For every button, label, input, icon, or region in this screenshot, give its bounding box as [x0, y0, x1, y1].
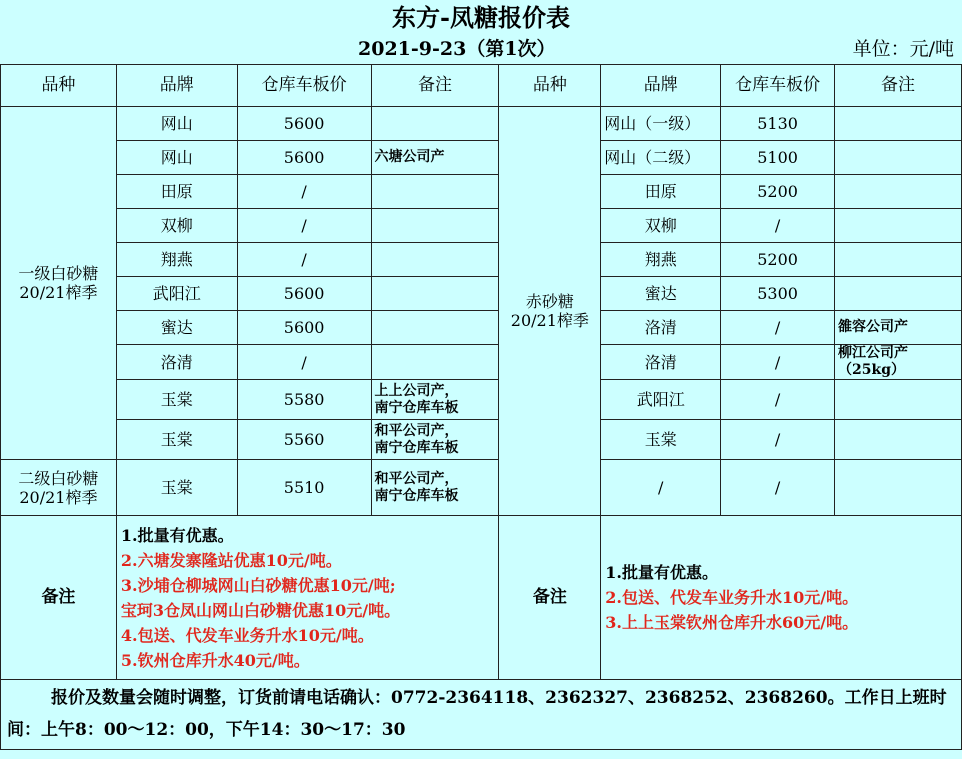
note-cell — [835, 460, 962, 516]
note-cell — [371, 345, 499, 380]
note-cell — [371, 277, 499, 311]
table-row — [1, 175, 962, 209]
variety-name: 一级白砂糖 — [18, 264, 99, 283]
price-cell: / — [721, 345, 835, 380]
note-cell — [371, 141, 499, 175]
remark-line: 2.六塘发寨隆站优惠10元/吨。 — [120, 550, 342, 570]
price-cell: 5200 — [721, 243, 835, 277]
remark-line: 1.批量有优惠。 — [120, 525, 234, 545]
brand-cell: 武阳江 — [116, 277, 237, 311]
header-variety: 品种 — [1, 65, 117, 107]
note-cell — [835, 420, 962, 460]
table-row — [1, 345, 962, 380]
quote-date: 2021-9-23（第1次） — [358, 38, 556, 60]
variety-name: 二级白砂糖 — [18, 468, 99, 488]
note-line: 柳江公司产 — [838, 345, 909, 361]
note-cell — [371, 243, 499, 277]
remark-line: 1.批量有优惠。 — [605, 563, 719, 582]
remark-line: 宝珂3仓凤山网山白砂糖优惠10元/吨。 — [120, 600, 401, 620]
note-line: 南宁仓库车板 — [374, 399, 459, 416]
brand-cell: 蜜达 — [116, 311, 237, 345]
note-cell — [371, 420, 499, 460]
price-cell: / — [237, 175, 371, 209]
brand-cell: 翔燕 — [116, 243, 237, 277]
note-cell — [371, 460, 499, 516]
note-cell — [835, 209, 962, 243]
remarks-left — [116, 516, 499, 680]
price-cell: 5600 — [237, 277, 371, 311]
price-table — [0, 64, 962, 750]
note-line: 雒容公司产 — [838, 319, 909, 335]
variety-season: 20/21榨季 — [19, 487, 98, 507]
note-line: 和平公司产， — [374, 422, 459, 439]
table-row — [1, 311, 962, 345]
price-cell: 5580 — [237, 380, 371, 420]
note-cell — [371, 175, 499, 209]
header-variety: 品种 — [499, 65, 601, 107]
remark-line: 3.沙埔仓柳城网山白砂糖优惠10元/吨; — [120, 575, 396, 595]
remarks-right — [601, 516, 962, 680]
header-price: 仓库车板价 — [237, 65, 371, 107]
header-brand: 品牌 — [116, 65, 237, 107]
brand-cell: 田原 — [116, 175, 237, 209]
price-cell: / — [721, 460, 835, 516]
price-cell: / — [237, 345, 371, 380]
header-price: 仓库车板价 — [721, 65, 835, 107]
table-row — [1, 380, 962, 420]
note-cell — [371, 380, 499, 420]
brand-cell: 双柳 — [601, 209, 721, 243]
brand-cell: 玉棠 — [601, 420, 721, 460]
brand-cell: 蜜达 — [601, 277, 721, 311]
price-cell: / — [721, 420, 835, 460]
price-cell: / — [721, 209, 835, 243]
note-cell — [835, 380, 962, 420]
brand-cell: 洛清 — [116, 345, 237, 380]
brand-cell: 网山（一级） — [601, 107, 721, 141]
brand-cell: 玉棠 — [116, 380, 237, 420]
note-cell — [835, 175, 962, 209]
note-cell — [371, 311, 499, 345]
price-cell: / — [237, 243, 371, 277]
variety-name: 赤砂糖 — [525, 292, 574, 311]
brand-cell: 玉棠 — [116, 420, 237, 460]
price-cell: 5130 — [721, 107, 835, 141]
header-brand: 品牌 — [601, 65, 721, 107]
footer-contact-note: 报价及数量会随时调整，订货前请电话确认：0772-2364118、2362327、2368252、2368260。工作日上班时间：上午8：00～12：00，下午14：30～17：30 — [1, 680, 962, 750]
page-title: 东方-凤糖报价表 — [392, 3, 570, 32]
note-line: 南宁仓库车板 — [374, 487, 459, 504]
table-row — [1, 460, 962, 516]
brand-cell: 网山 — [116, 141, 237, 175]
variety-group-cell — [1, 107, 117, 460]
price-cell: 5510 — [237, 460, 371, 516]
note-cell — [835, 243, 962, 277]
price-cell: 5560 — [237, 420, 371, 460]
brand-cell: 洛清 — [601, 311, 721, 345]
brand-cell: 田原 — [601, 175, 721, 209]
note-cell — [835, 107, 962, 141]
remarks-label: 备注 — [499, 516, 601, 680]
brand-cell: 玉棠 — [116, 460, 237, 516]
header-note: 备注 — [371, 65, 499, 107]
table-row — [1, 141, 962, 175]
price-cell: 5600 — [237, 141, 371, 175]
remarks-label: 备注 — [1, 516, 117, 680]
note-cell — [835, 141, 962, 175]
brand-cell: / — [601, 460, 721, 516]
price-cell: 5300 — [721, 277, 835, 311]
note-cell — [835, 277, 962, 311]
footer-row — [1, 680, 962, 750]
note-cell — [371, 209, 499, 243]
price-unit: 单位：元/吨 — [852, 38, 954, 60]
variety-season: 20/21榨季 — [19, 283, 98, 302]
remark-line: 3.上上玉棠钦州仓库升水60元/吨。 — [605, 613, 859, 632]
note-line: 六塘公司产 — [374, 149, 445, 165]
remarks-row — [1, 516, 962, 680]
variety-group-cell — [499, 107, 601, 516]
brand-cell: 双柳 — [116, 209, 237, 243]
table-row — [1, 277, 962, 311]
brand-cell: 武阳江 — [601, 380, 721, 420]
price-cell: / — [237, 209, 371, 243]
note-cell — [835, 311, 962, 345]
brand-cell: 网山（二级） — [601, 141, 721, 175]
table-row — [1, 243, 962, 277]
note-cell — [371, 107, 499, 141]
price-cell: 5100 — [721, 141, 835, 175]
price-cell: / — [721, 311, 835, 345]
price-cell: 5600 — [237, 311, 371, 345]
note-line: 和平公司产， — [374, 470, 459, 487]
note-line: 上上公司产， — [374, 382, 459, 399]
note-line: 南宁仓库车板 — [374, 439, 459, 456]
variety-season: 20/21榨季 — [510, 311, 589, 330]
variety-group-cell — [1, 460, 117, 516]
note-line: （25kg） — [838, 362, 906, 378]
remark-line: 5.钦州仓库升水40元/吨。 — [120, 650, 310, 670]
table-row — [1, 420, 962, 460]
brand-cell: 洛清 — [601, 345, 721, 380]
remark-line: 4.包送、代发车业务升水10元/吨。 — [120, 625, 374, 645]
price-cell: 5200 — [721, 175, 835, 209]
table-row — [1, 107, 962, 141]
remark-line: 2.包送、代发车业务升水10元/吨。 — [605, 588, 859, 607]
table-row — [1, 209, 962, 243]
brand-cell: 网山 — [116, 107, 237, 141]
table-header-row — [1, 65, 962, 107]
note-cell — [835, 345, 962, 380]
price-cell: 5600 — [237, 107, 371, 141]
brand-cell: 翔燕 — [601, 243, 721, 277]
header-note: 备注 — [835, 65, 962, 107]
price-cell: / — [721, 380, 835, 420]
